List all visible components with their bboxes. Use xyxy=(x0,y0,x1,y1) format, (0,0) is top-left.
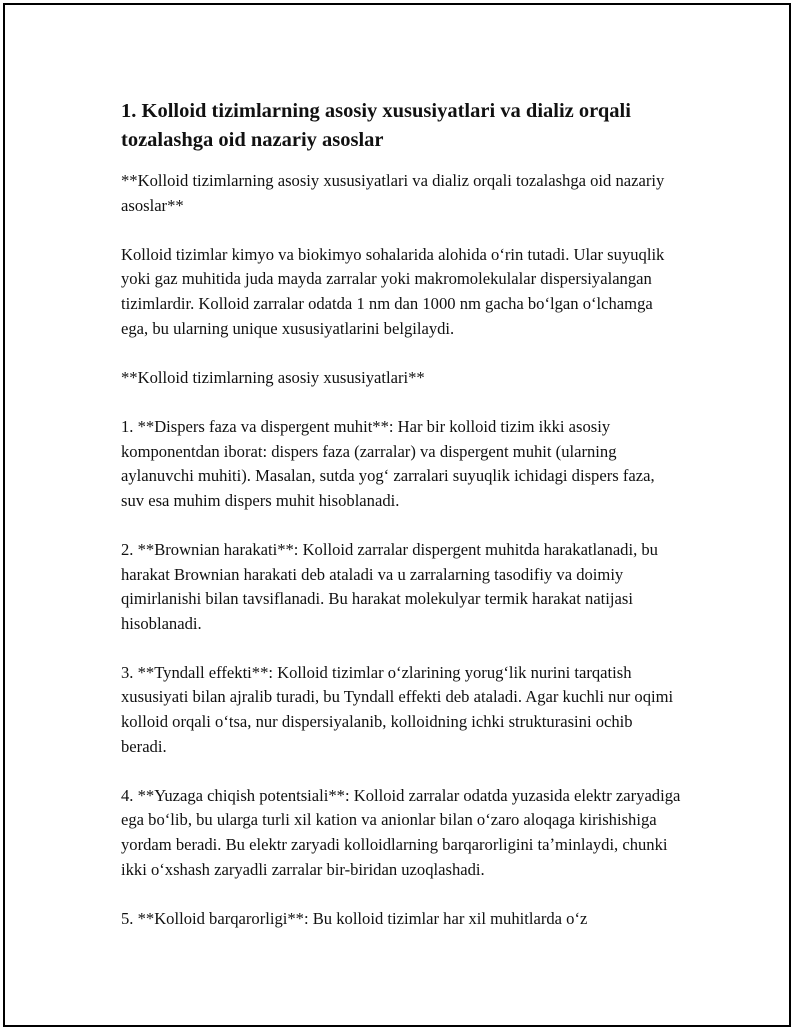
paragraph-section-heading: **Kolloid tizimlarning asosiy xususiyatlari** xyxy=(121,367,425,387)
document-body xyxy=(121,97,681,956)
paragraph-item-5: 5. **Kolloid barqarorligi**: Bu kolloid tizimlar har xil muhitlarda oʻz xyxy=(121,908,588,928)
paragraph-intro: Kolloid tizimlar kimyo va biokimyo sohalarida alohida oʻrin tutadi. Ular suyuqlik yoki gaz muhitida juda mayda zarralar yoki makromolekulalar dispersiyalangan tizimlardir. Kolloid zarralar odatda 1 nm dan 1000 nm gacha boʻlgan oʻlchamga ega, bu ularning unique xususiyatlarini belgilaydi. xyxy=(121,244,665,338)
document-page xyxy=(3,3,791,1027)
paragraph-item-2: 2. **Brownian harakati**: Kolloid zarralar dispergent muhitda harakatlanadi, bu harakat Brownian harakati deb ataladi va u zarralarning tasodifiy va doimiy qimirlanishi bilan tavsiflanadi. Bu harakat molekulyar termik harakat natijasi hisoblanadi. xyxy=(121,539,658,633)
paragraph-item-1: 1. **Dispers faza va dispergent muhit**: Har bir kolloid tizim ikki asosiy komponentdan iborat: dispers faza (zarralar) va dispergent muhit (ularning aylanuvchi muhiti). Masalan, sutda yogʻ zarralari suyuqlik ichidagi dispers faza, suv esa muhim dispers muhit hisoblanadi. xyxy=(121,416,655,510)
document-title: 1. Kolloid tizimlarning asosiy xususiyatlari va dializ orqali tozalashga oid nazariy asoslar xyxy=(121,100,631,151)
paragraph-item-3: 3. **Tyndall effekti**: Kolloid tizimlar oʻzlarining yorugʻlik nurini tarqatish xususiyati bilan ajralib turadi, bu Tyndall effekti deb ataladi. Agar kuchli nur oqimi kolloid orqali oʻtsa, nur dispersiyalanib, kolloidning ichki strukturasini ochib beradi. xyxy=(121,662,674,756)
paragraph-subtitle: **Kolloid tizimlarning asosiy xususiyatlari va dializ orqali tozalashga oid nazariy asoslar** xyxy=(121,171,665,215)
paragraph-item-4: 4. **Yuzaga chiqish potentsiali**: Kolloid zarralar odatda yuzasida elektr zaryadiga ega boʻlib, bu ularga turli xil kation va anionlar bilan oʻzaro aloqaga kirishishiga yordam beradi. Bu elektr zaryadi kolloidlarning barqarorligini taʼminlaydi, chunki ikki oʻxshash zaryadli zarralar bir-biridan uzoqlashadi. xyxy=(121,785,681,879)
